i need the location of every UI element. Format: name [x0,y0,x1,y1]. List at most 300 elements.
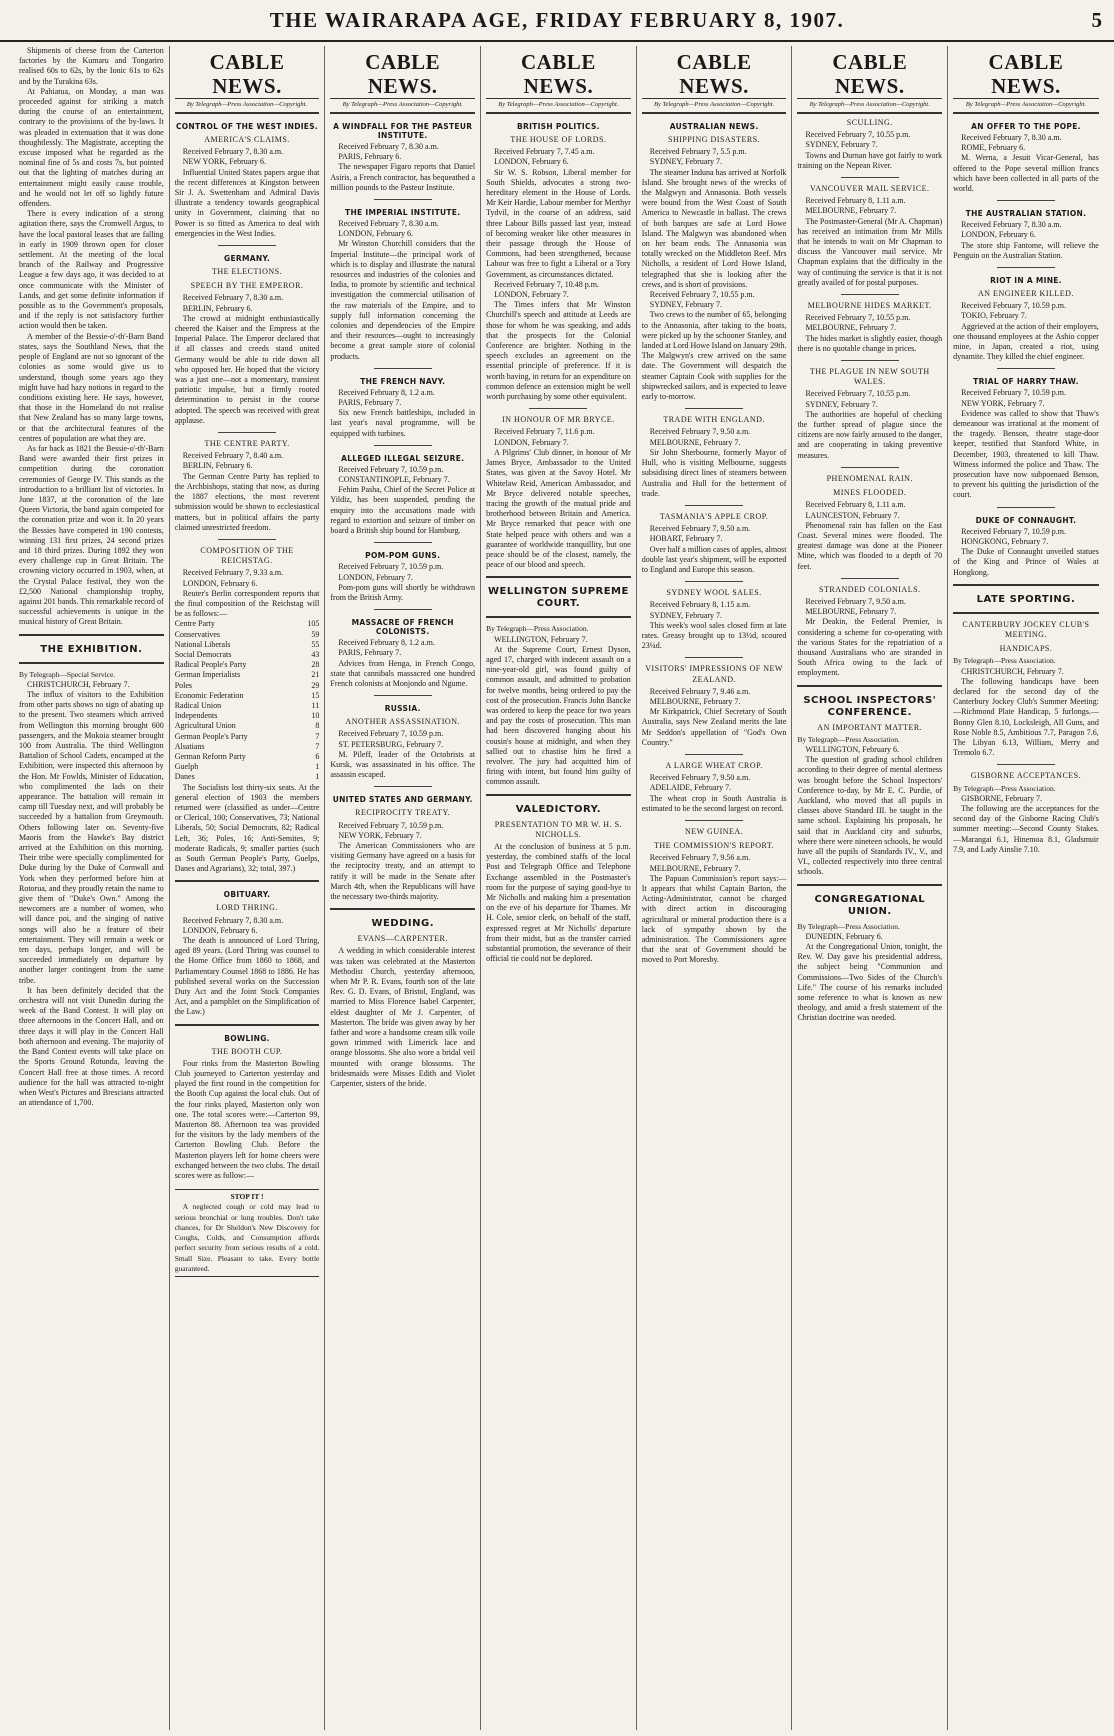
article-paragraph: The following are the acceptances for the second day of the Gisborne Racing Club's summer meeting:—Second County Stakes.—Marangai 6.1, Hinemoa 8.1, Gladsmuir 7.9, and Lady Ainslie 7.10. [953,803,1099,854]
article-paragraph: Influential United States papers argue that the recent differences at Kingston between Sir J. A. Swettenham and Admiral Davis illustrate a tendency towards geographical unity in Government, claiming that no Power is so fitted as America to deal with emergencies in the West Indies. [174,167,320,238]
party-seats: 1 [315,762,320,772]
received-line: Received February 8, 1.15 a.m. [649,600,751,610]
divider [175,1024,320,1026]
party-name: Centre Party [174,619,215,629]
party-row [175,619,320,629]
received-line: Received February 7, 8.30 a.m. [961,220,1062,230]
received-line: Received February 8, 1.11 a.m. [805,500,906,510]
byline: By Telegraph—Press Association. [797,734,900,744]
article-paragraph: The American Commissioners who are visiting Germany have agreed on a basis for the reciprocity treaty, and an attempt to ratify it will be made in the Senate after March 4th, when the Republicans will have the necessary two-thirds majority. [330,840,476,901]
received-line: Received February 7, 8.30 a.m. [182,293,284,303]
party-seats: 105 [307,619,320,629]
article-paragraph: The crowd at midnight enthusiastically cheered the Kaiser and the Empress at the Imperial Palace. The Emperor declared that if all classes and creeds stand united Germany would be able to ride down all who opposed her. He hoped that the victory was a just one—not a momentary, transient patriotic impulse, but a firmly rooted determination to persist in the course adopted. The speech was received with great applause. [174,313,320,425]
article-paragraph: The Duke of Connaught unveiled statues of the King and Prince of Wales at Hongkong. [953,547,1099,577]
dateline: WELLINGTON, February 7. [494,634,588,644]
divider [374,199,432,200]
column-1 [14,46,170,1730]
party-name: Guelph [174,762,199,772]
received-line: Received February 7, 5.5 p.m. [649,147,747,157]
dateline: LONDON, February 6. [338,229,414,239]
party-row [175,660,320,670]
party-row [175,691,320,701]
article-subheading: THE HOUSE OF LORDS. [510,135,607,144]
masthead [0,0,1114,42]
divider [797,685,942,687]
ad-body: A neglected cough or cold may lead to serious bronchial or lung troubles. Don't take chances, for Dr Sheldon's New Discovery for Coughs, Colds, and Consumption affords perfect security from serious results of a cold. Small Size. Pleasant to take. Every bottle guaranteed. [174,1202,320,1273]
divider [374,368,432,369]
divider [685,754,743,755]
divider [953,584,1099,586]
article-paragraph: The Postmaster-General (Mr A. Chapman) has received an intimation from Mr Mills that he intends to wait on Mr Chapman to discuss the Vancouver mail service. Mr Chapman explains that the difficulty in the way of continuing the service is that it is not greatly availed of for postal purposes. [797,216,943,287]
divider [953,612,1099,614]
section-heading: WELLINGTON SUPREME COURT. [487,586,629,610]
divider [997,368,1055,369]
received-line: Received February 7, 7.45 a.m. [494,147,595,157]
divider [19,662,164,664]
divider [997,764,1055,765]
article-subheading: COMPOSITION OF THE REICHSTAG. [200,545,294,566]
dateline: PARIS, February 6. [338,152,402,162]
received-line: Received February 7, 10.59 p.m. [338,464,444,474]
divider [218,539,276,540]
article-subheading: THE ELECTIONS. [211,267,283,277]
article-paragraph: At the Congregational Union, tonight, the Rev. W. Day gave his presidential address, the subject being "Communion and Commissions—Two Sides of the Church's Life." The course of his remarks included some reference to what is known as new theology, and amid a fresh statement of the Christian doctrine was needed. [797,942,943,1023]
article-subheading: HANDICAPS. [999,644,1053,654]
article-paragraph: Six new French battleships, included in last year's naval programme, will be equipped with turbines. [330,408,476,438]
byline: By Telegraph—Press Association. [953,656,1056,666]
received-line: Received February 7, 10.48 p.m. [494,279,599,289]
dateline: HOBART, February 7. [649,534,723,544]
dateline: GISBORNE, February 7. [961,793,1043,803]
article-paragraph: The Socialists lost thirty-six seats. At the general election of 1903 the members returned were (classified as under—Centre or Clerical, 100; Conservatives, 73; National Liberals, 50; Social Democrats, 82; Radical Left, 36; Poles, 16; Anti-Semites, 9; moderate Radicals, 9; smaller parties (such as South German People's Party, Guelps, Danes and Agrarians), 32; total, 397.) [174,782,320,874]
party-row [175,742,320,752]
article-heading: A WINDFALL FOR THE PASTEUR INSTITUTE. [333,122,473,140]
column-4 [481,46,637,1730]
article-paragraph: The Times infers that Mr Winston Churchill's speech and attitude at Leeds are those for whom he was speaking, and adds that the prospects for the Colonial Conference are brighter. Nothing in the speech excludes an agreement on the essential principle of preference. If it is worth having, in return for an expenditure on common defence an extension might be well worth purchasing by some other equivalent. [486,300,631,402]
party-seats: 8 [315,721,320,731]
party-seats: 11 [311,700,320,710]
byline: By Telegraph—Press Association. [953,783,1056,793]
party-row [175,762,320,772]
divider [175,880,320,882]
article-paragraph: The influx of visitors to the Exhibition from other parts shows no sign of abating up to the present. Two steamers which arrived from Wellington this morning brought 600 passengers, and the Mokoia steamer brought 100 from Australia. The third Wellington Battalion of School Cadets, encamped at the Exhibition, were inspected this afternoon by the Hon. Mr Fowlds, Minister of Education, who complimented the lads on their appearance. The battalion will remain in camp till Tuesday next, and will probably be succeeded by a battalion from Greymouth. Others following later on. Seventy-five Maoris from the Hawke's Bay district arrived at the Exhibition on this morning. Their tribe were specially complimented for Duke during by the Duke of Cornwall and York when they performed before him at Rotorua, and they proudly retain the name to give them of "Duke's Own." Among the newcomers are a number of women, who will dance poi, and the singing of native songs will also be a feature of their entertainment. They will remain a week or ten days, perhaps longer, and will be succeeded immediately on departure by another larger contingent from the same tribe. [19,689,164,985]
party-name: Alsatians [174,741,205,751]
party-seats: 21 [311,670,320,680]
received-line: Received February 8, 1.11 a.m. [805,196,906,206]
dateline: SYDNEY, February 7. [805,399,878,409]
divider [841,294,899,295]
party-seats: 29 [311,680,320,690]
received-line: Received February 7, 9.46 a.m. [649,686,751,696]
received-line: Received February 7, 9.56 a.m. [649,853,751,863]
article-paragraph: A wedding in which considerable interest was taken was celebrated at the Masterton Methodist Church, yesterday afternoon, when Mr P. R. Evans, fourth son of the late Rev. G. D. Evans, of Bristol, England, was married to Miss Florence Isabel Carpenter, eldest daughter of Mr J. Carpenter, of Masterton. The bride was given away by her father and wore a handsome cream silk voile gown trimmed with Limerick lace and orange blossoms. She also wore a bridal veil mounted with orange blossoms. The bridesmaids were Misses Edith and Violet Carpenter, sisters of the bride. [330,946,476,1089]
received-line: Received February 7, 10.55 p.m. [805,313,911,323]
received-line: Received February 7, 8.30 a.m. [338,219,439,229]
article-subheading: ANOTHER ASSASSINATION. [345,717,460,727]
divider [529,408,587,409]
section-heading: CONGREGATIONAL UNION. [814,893,926,917]
divider [685,820,743,821]
credit-line: By Telegraph—Press Association—Copyright. [175,101,320,114]
cable-news-banner: CABLE NEWS. [642,50,787,99]
divider [374,609,432,610]
party-seats: 10 [311,711,320,721]
article-subheading: GISBORNE ACCEPTANCES. [970,771,1082,781]
party-row [175,732,320,742]
article-heading: THE FRENCH NAVY. [360,376,446,386]
dateline: ROME, February 6. [961,143,1026,153]
article-paragraph: Advices from Henga, in French Congo, state that cannibals massacred one hundred French colonists at Monjondo and Ngume. [330,658,476,688]
party-row [175,640,320,650]
article-paragraph: Towns and Durnan have got fairly to work training on the Nepean River. [797,150,943,170]
article-paragraph: The hides market is slightly easier, though there is no quotable change in prices. [797,333,943,353]
article-subheading: SYDNEY WOOL SALES. [666,588,762,598]
article-subheading: CANTERBURY JOCKEY CLUB'S MEETING. [962,619,1090,639]
article-paragraph: Evidence was called to show that Thaw's demeanour was irrational at the moment of the tragedy. Benson, theatre stage-door keeper, testified that Stanford White, in December, 1903, threatened to kill Thaw. Witness informed the police and Thaw. The prosecution have now subpoenaed Benson, to prevent his quitting the jurisdiction of the court. [953,408,1099,500]
byline: By Telegraph—Press Association. [797,921,900,931]
dateline: SYDNEY, February 7. [649,157,723,167]
article-paragraph: The following handicaps have been declared for the second day of the Canterbury Jockey Club's Summer Meeting:—Richmond Plate Handicap, 5 furlongs.—Bonny Glen 8.10, Locksleigh, All Guns, and Rose Noble 8.5, Ambitious 7.7, Paragon 7.6, The Libyan 6.13, William, Merry and Tremolo 6.7. [953,676,1099,758]
article-paragraph: The store ship Fantome, will relieve the Penguin on the Australian Station. [953,240,1099,260]
party-name: Independents [174,711,218,721]
divider [685,505,743,506]
article-paragraph: Mr Deakin, the Federal Premier, is considering a scheme for co-operating with the various States for the repatriation of a thousand Australians who are stranded in South Africa owing to the lack of employment. [797,617,943,678]
article-heading: BRITISH POLITICS. [516,122,600,131]
received-line: Received February 7, 11.6 p.m. [494,427,595,437]
cable-news-banner: CABLE NEWS. [953,50,1099,99]
article-paragraph: Reuter's Berlin correspondent reports that the final composition of the Reichstag will be as follows:— [174,588,320,619]
article-heading: RUSSIA. [384,704,421,714]
received-line: Received February 7, 8.30 a.m. [182,147,284,157]
credit-line: By Telegraph—Press Association—Copyright. [330,101,475,114]
article-subheading: VANCOUVER MAIL SERVICE. [810,184,930,194]
article-paragraph: It has been definitely decided that the orchestra will not visit Dunedin during the week of the Band Contest. It will play on three afternoons in the Concert Hall, and on three days it will play in the Concert Hall both afternoon and evening. The majority of the Band Contest events will take place on the Sports Ground Rotunda, leaving the Concert Hall free at those times. A record audience for the hall was attracted to-night when West's Pictures and Brescians attracted an attendance of 1,700. [19,985,164,1108]
article-subheading: SHIPPING DISASTERS. [668,135,761,144]
article-paragraph: Fehim Pasha, Chief of the Secret Police at Yildiz, has been suspended, pending the enquiry into the accusations made with regard to extortion and seizure of timber on board a British ship bound for Hamburg. [330,485,476,536]
article-subheading: THE COMMISSION'S REPORT. [654,841,775,851]
party-row [175,752,320,762]
dateline: ST. PETERSBURG, February 7. [338,739,444,749]
dateline: LONDON, February 6. [182,578,258,588]
column-2 [170,46,326,1730]
party-row [175,650,320,660]
party-seats: 7 [315,741,320,751]
party-name: National Liberals [174,639,231,649]
party-row [175,701,320,711]
article-paragraph: Sir John Sherbourne, formerly Mayor of Hull, who is visiting Melbourne, suggests subsidising direct lines of steamers between Australia and Hull for the betterment of trade. [641,447,787,498]
article-subheading: TRADE WITH ENGLAND. [663,415,765,425]
party-seats: 15 [311,690,320,700]
divider [841,578,899,579]
article-heading: THE IMPERIAL INSTITUTE. [345,208,461,218]
party-row [175,711,320,721]
party-name: German People's Party [174,731,248,741]
dateline: NEW YORK, February 7. [338,830,422,840]
divider [374,786,432,787]
article-subheading: PHENOMENAL RAIN. [826,473,913,483]
article-paragraph: The Papuan Commission's report says:—It appears that whilst Captain Barton, the Acting-Administrator, cannot be charged with direct action in discouraging agricultural or mineral production there is a lack of sympathy shown by the administration. The Commissioners agree that the seat of Government should be moved to Port Moresby. [641,873,787,965]
dateline: ADELAIDE, February 7. [649,783,732,793]
divider [997,200,1055,201]
divider [218,432,276,433]
received-line: Received February 7, 9.50 a.m. [649,524,751,534]
dateline: SYDNEY, February 7. [649,610,723,620]
party-seats: 55 [311,639,320,649]
party-seats: 28 [311,660,320,670]
column-3 [325,46,481,1730]
article-paragraph: Four rinks from the Masterton Bowling Club journeyed to Carterton yesterday and played the first round in the competition for the Booth Cup against the local club. Out of the four rinks played, Masterton only won one. The total scores were:—Carterton 99, Masterton 88. Afternoon tea was provided for the visitors by the lady members of the Carterton Bowling Club. Before the Masterton players left for home cheers were exchanged between the two clubs. The detail scores were as follow:— [174,1058,320,1181]
received-line: Received February 7, 10.59 p.m. [338,562,444,572]
article-heading: MASSACRE OF FRENCH COLONISTS. [351,618,454,637]
divider [19,634,164,636]
article-paragraph: M. Pileff, leader of the Octobrists at Kursk, was assassinated in his office. The assassin escaped. [330,749,476,780]
section-heading: VALEDICTORY. [515,803,602,815]
dateline: PARIS, February 7. [338,398,402,408]
article-subheading: RECIPROCITY TREATY. [355,808,451,818]
article-heading: UNITED STATES AND GERMANY. [332,795,473,805]
party-name: Radical People's Party [174,660,247,670]
article-paragraph: Shipments of cheese from the Carterton factories by the Kumaru and Tongariro realised 60s to 62s, by the Ionic 61s to 62s and by the Turakina 63s. [19,46,164,86]
article-paragraph: As far back as 1821 the Bessie-o'-th'-Barn Band were awarded their first prizes in competition during the coronation ceremonies of George IV. This stands as the introduction to a brilliant list of victories. In June 1837, at the coronation of the late Queen Victoria, the band again competed for the coronation prize and won it. In 20 years the Bessies have competed in 190 contests, winning 131 first prizes, 24 second prizes and 18 third prizes. During 1892 they won every challenge cup in Great Britain. The crowning victory occurred in 1903, when, at the Crystal Palace festival, they won the £2,500 National championship trophy, against 201 bands. This remarkable record of successful achievements is unique in the musical history of Great Britain. [19,443,164,627]
received-line: Received February 7, 10.59 p.m. [961,526,1066,536]
article-heading: DUKE OF CONNAUGHT. [975,515,1077,525]
party-name: Economic Federation [174,690,244,700]
party-seats: 6 [315,751,320,761]
divider [330,908,475,910]
section-heading: LATE SPORTING. [976,593,1076,605]
article-heading: POM-POM GUNS. [365,551,441,561]
divider [374,542,432,543]
article-paragraph: There is every indication of a strong agitation there, says the Cromwell Argus, to have the local pastoral leases that are falling in early in 1909 thrown open for closer settlement. At the meeting of the local branch of the Railway and Progressive League a few days ago, it was decided to at once communicate with the Minister of Lands, and get some definite information if possible as to the Government's proposals, and if the reply is not satisfactory further action would then be taken. [19,209,164,331]
article-subheading: LORD THRING. [216,903,278,913]
article-paragraph: At Pahiatua, on Monday, a man was proceeded against for striking a match during the course of an entertainment, contrary to the provisions of the by-laws. It was pleaded in extenuation that it was done thoughtlessly. The Magistrate, accepting the excuse imposed what he regarded as the nominal fine of 5s and costs 7s, but pointed out that the lighting of matches during an entertainment might easily cause trouble, and he would not let off so lightly future offenders. [19,86,164,209]
article-paragraph: The wheat crop in South Australia is estimated to be the second largest on record. [641,793,787,813]
article-heading: GERMANY. [224,254,271,264]
article-subheading: IN HONOUR OF MR BRYCE. [502,415,615,425]
article-paragraph: M. Werna, a Jesuit Vicar-General, has offered to the Pope several million francs which have been collected in all parts of the world. [953,153,1099,194]
party-row [175,721,320,731]
dateline: MELBOURNE, February 7. [805,323,897,333]
page-number: 5 [1091,8,1102,32]
party-name: German Reform Party [174,751,246,761]
party-name: Radical Union [174,700,222,710]
article-subheading: MELBOURNE HIDES MARKET. [807,301,932,311]
received-line: Received February 7, 8.40 a.m. [182,451,284,461]
dateline: MELBOURNE, February 7. [649,696,741,706]
dateline: PARIS, February 7. [338,648,402,658]
divider [486,794,631,796]
dateline: MELBOURNE, February 7. [805,607,897,617]
received-line: Received February 7, 10.55 p.m. [805,130,911,140]
article-paragraph: A Pilgrims' Club dinner, in honour of Mr James Bryce, Ambassador to the United States, was given at the Savoy Hotel. Mr Whitelaw Reid, American Ambassador, and Mr Bryce delivered notable speeches, tracing the growth of the mutual pride and brotherhood between Britain and America. Mr Bryce remarked that peace with one State helped peace with others and was a guarantee of worldwide tranquillity, but one peace should be of the closest, namely, the peace of our blood and speech. [486,447,631,570]
dateline: TOKIO, February 7. [961,311,1027,321]
divider [486,576,631,578]
party-seats: 1 [315,772,320,782]
party-seats: 59 [311,629,320,639]
received-line: Received February 7, 8.30 a.m. [182,915,284,925]
party-name: German Imperialists [174,670,241,680]
received-line: Received February 7, 8.30 a.m. [961,133,1062,142]
dateline: SYDNEY, February 7. [649,300,723,310]
dateline: DUNEDIN, February 6. [805,931,883,941]
article-heading: AN OFFER TO THE POPE. [971,122,1081,131]
received-line: Received February 7, 9.50 a.m. [649,773,751,783]
dateline: BERLIN, February 6. [182,461,253,471]
dateline: LONDON, February 6. [494,157,569,167]
article-heading: BOWLING. [224,1033,270,1043]
dateline: WELLINGTON, February 6. [805,744,900,754]
party-name: Conservatives [174,629,221,639]
article-paragraph: The authorities are hopeful of checking the further spread of plague since the citizens are now fairly aroused to the danger, and are cooperating in taking preventive measures. [797,409,943,460]
party-row [175,772,320,782]
article-paragraph: The newspaper Figaro reports that Daniel Asiris, a French contractor, has bequeathed a million pounds to the Pasteur Institute. [330,162,476,192]
dateline: LONDON, February 7. [494,437,569,447]
party-seats: 7 [315,731,320,741]
divider [841,360,899,361]
article-paragraph: At the conclusion of business at 5 p.m. yesterday, the combined staffs of the local Post and Telegraph Office and Telephone Exchange assembled in the Postmaster's room for the purpose of saying good-bye to Mr Nicholls and making him a presentation on the eve of his departure for Thames. Mr H. Cole, senior clerk, on behalf of the staff, expressed regret at Mr Nicholls' departure from their midst, but as the transfer carried substantial promotion, the severance of their official tie could not be deplored. [486,841,631,964]
article-heading: CONTROL OF THE WEST INDIES. [175,122,319,131]
dateline: BERLIN, February 6. [182,303,253,313]
received-line: Received February 7, 9.33 a.m. [182,568,284,578]
party-name: Social Democrats [174,649,232,659]
section-heading: WEDDING. [371,918,434,930]
divider [997,507,1055,508]
cable-news-banner: CABLE NEWS. [330,50,475,99]
received-line: Received February 7, 8.30 a.m. [338,142,439,151]
cable-news-banner: CABLE NEWS. [797,50,942,99]
received-line: Received February 7, 10.59 p.m. [338,820,444,830]
party-name: Agricultural Union [174,721,236,731]
party-row [175,630,320,640]
received-line: Received February 7, 10.59 p.m. [338,729,444,739]
dateline: MELBOURNE, February 7. [649,863,741,873]
received-line: Received February 7, 10.55 p.m. [649,290,755,300]
article-paragraph: Mr Winston Churchill considers that the Imperial Institute—the principal work of which is to display and illustrate the natural resources and industries of the colonies and India, to promote by scientific and technical investigation the commercial utilisation of the raw materials of the Empire, and to supply full information concerning the colonies and dependencies of the Empire and their resources—ought to increasingly become a great sample store of colonial products. [330,239,476,361]
received-line: Received February 7, 9.50 a.m. [649,427,751,437]
divider [841,177,899,178]
divider [486,616,631,618]
divider [685,581,743,582]
columns [14,46,1104,1730]
received-line: Received February 8, 1.2 a.m. [338,387,435,397]
article-subheading: AMERICA'S CLAIMS. [204,135,290,144]
dateline: LONDON, February 6. [182,925,258,935]
section-heading: SCHOOL INSPECTORS' CONFERENCE. [803,694,937,718]
divider [841,467,899,468]
article-paragraph: The death is announced of Lord Thring, aged 89 years. (Lord Thring was counsel to the Home Office from 1860 to 1868, and Parliamentary Counsel 1868 to 1886. He has published several works on the Succession Duty Act and the Joint Stock Companies Act, and a pamphlet on the Simplification of the Law.) [174,936,320,1017]
party-row [175,670,320,680]
divider [374,445,432,446]
article-subheading: AN IMPORTANT MATTER. [817,722,923,732]
article-paragraph: The German Centre Party has replied to the Archbishops, stating that now, as during the 1887 elections, the most reverent submission would be shown to ecclesiastical matters, but in political affairs the party claimed unrestricted freedom. [174,471,320,532]
dateline: LONDON, February 6. [961,230,1036,240]
article-subheading: SCULLING. [846,118,893,127]
received-line: Received February 7, 10.59 p.m. [961,301,1066,311]
dateline: MELBOURNE, February 7. [649,437,741,447]
dateline: MELBOURNE, February 7. [805,206,897,216]
article-subheading: EVANS—CARPENTER. [357,934,448,944]
credit-line: By Telegraph—Press Association—Copyright. [953,101,1099,114]
article-paragraph: The question of grading school children according to their degree of mental alertness was brought before the School Inspectors' Conference to-day, by Mr E. C. Purdie, of Auckland, who moved that all pupils in classes above Standard III. be taught in the same school. Explaining his proposals, he said that in Auckland city and suburbs, where there were nineteen schools, he would have all the pupils of Standards IV., V., and VI., collected respectively into three central schools. [797,755,943,877]
article-subheading: VISITORS' IMPRESSIONS OF NEW ZEALAND. [645,664,783,684]
article-heading: ALLEGED ILLEGAL SEIZURE. [341,453,465,463]
article-subheading: TASMANIA'S APPLE CROP. [659,511,769,521]
section-heading: THE EXHIBITION. [40,643,143,655]
credit-line: By Telegraph—Press Association—Copyright. [797,101,942,114]
credit-line: By Telegraph—Press Association—Copyright. [642,101,787,114]
article-paragraph: This week's wool sales closed firm at late rates. Greasy brought up to 13½d, scoured 23¼d. [641,620,787,651]
dateline: LAUNCESTON, February 7. [805,510,900,520]
advertisement [175,1189,320,1277]
received-line: Received February 7, 10.59 p.m. [961,388,1066,398]
column-5 [637,46,793,1730]
dateline: CONSTANTINOPLE, February 7. [338,475,450,485]
party-name: Poles [174,680,193,690]
article-paragraph: Mr Kirkpatrick, Chief Secretary of South Australia, says New Zealand merits the late Mr Seddon's appellation of "God's Own Country." [641,707,787,747]
dateline: CHRISTCHURCH, February 7. [961,666,1064,676]
article-subheading: THE CENTRE PARTY. [204,439,290,449]
divider [374,695,432,696]
article-subheading: MINES FLOODED. [833,488,907,498]
dateline: NEW YORK, February 7. [961,398,1045,408]
byline: By Telegraph—Special Service. [19,669,116,679]
divider [218,245,276,246]
article-subheading: THE BOOTH CUP. [211,1046,283,1056]
dateline: LONDON, February 7. [494,290,569,300]
article-heading: OBITUARY. [223,890,271,900]
article-subheading: THE PLAGUE IN NEW SOUTH WALES. [809,367,930,387]
article-paragraph: Sir W. S. Robson, Liberal member for South Shields, advocates a strong two-hereditary element in the House of Lords. Mr Keir Hardie, Labour member for Merthyr Tydvil, in the course of an address, said three Labour Bills passed last year, instead of becoming weaker like other measures in their passage through the House of Commons, had been strengthened, because Labour was free to fight a Liberal or a Tory Government, as circumstances dictated. [486,167,631,279]
byline: By Telegraph—Press Association. [486,624,589,634]
article-heading: AUSTRALIAN NEWS. [669,122,759,131]
divider [685,657,743,658]
divider [685,408,743,409]
received-line: Received February 8, 1.2 a.m. [338,638,435,648]
article-paragraph: Pom-pom guns will shortly be withdrawn from the British Army. [330,582,476,602]
article-heading: THE AUSTRALIAN STATION. [965,209,1087,219]
cable-news-banner: CABLE NEWS. [486,50,631,99]
party-row [175,681,320,691]
divider [997,267,1055,268]
column-7 [948,46,1104,1730]
credit-line: By Telegraph—Press Association—Copyright. [486,101,631,114]
dateline: LONDON, February 7. [338,572,414,582]
article-subheading: SPEECH BY THE EMPEROR. [190,281,304,291]
article-subheading: A LARGE WHEAT CROP. [665,760,763,770]
received-line: Received February 7, 10.55 p.m. [805,389,911,399]
article-subheading: NEW GUINEA. [684,826,744,836]
party-name: Danes [174,772,195,782]
reichstag-party-list [175,619,320,782]
masthead-title: THE WAIRARAPA AGE, FRIDAY FEBRUARY 8, 1907. [269,8,845,32]
article-heading: TRIAL OF HARRY THAW. [973,377,1079,387]
received-line: Received February 7, 9.50 a.m. [805,596,906,606]
article-paragraph: Phenomenal rain has fallen on the East Coast. Several mines were flooded. The greatest damage was done at the Pioneer Mine, which was flooded to a depth of 70 feet. [797,520,943,571]
article-subheading: AN ENGINEER KILLED. [978,289,1074,299]
ad-title: STOP IT ! [230,1192,264,1202]
article-paragraph: At the Supreme Court, Ernest Dyson, aged 17, charged with indecent assault on a nine-year-old girl, was found guilty of common assault, and admitted to probation for twelve months, being ordered to pay the cost of the prosecution. Francis John Bancke was ordered to keep the peace for two years and pay the costs of prosecution. This man had been discovered hanging about his cousin's house at midnight, and when they sallied out to chastise him he fired a revolver. The jury had acquitted him of firing with intent, but found him guilty of common assault. [486,644,631,787]
article-subheading: PRESENTATION TO MR W. H. S. NICHOLLS. [494,819,623,839]
cable-news-banner: CABLE NEWS. [175,50,320,99]
article-paragraph: A member of the Bessie-o'-th'-Barn Band states, says the Southland News, that the people of England are not so ignorant of the colonies as some would give us to understand, though some years ago they might have had hazy notions in regard to the conditions existing here. He says, however, that those in the Homeland do not realise that New Zealand has so many large towns, or that the architectural features of the centres of population are what they are. [19,331,164,443]
article-subheading: STRANDED COLONIALS. [819,584,921,594]
dateline: SYDNEY, February 7. [805,140,878,150]
article-paragraph: Over half a million cases of apples, almost double last year's shipment, will be exported to England and Europe this season. [641,544,787,574]
article-heading: RIOT IN A MINE. [990,276,1062,286]
party-seats: 43 [311,649,320,659]
article-paragraph: Two crews to the number of 65, belonging to the Annasonia, after taking to the boats, were picked up by the schooner Stanley, and landed at Lord Howe Island on January 29th. The Malgwyn's crew arrived on the same date. The Government will despatch the steamer Captain Cook with supplies for the shipwrecked sailors, and is expected to leave early to-morrow. [641,310,787,402]
divider [797,884,942,886]
